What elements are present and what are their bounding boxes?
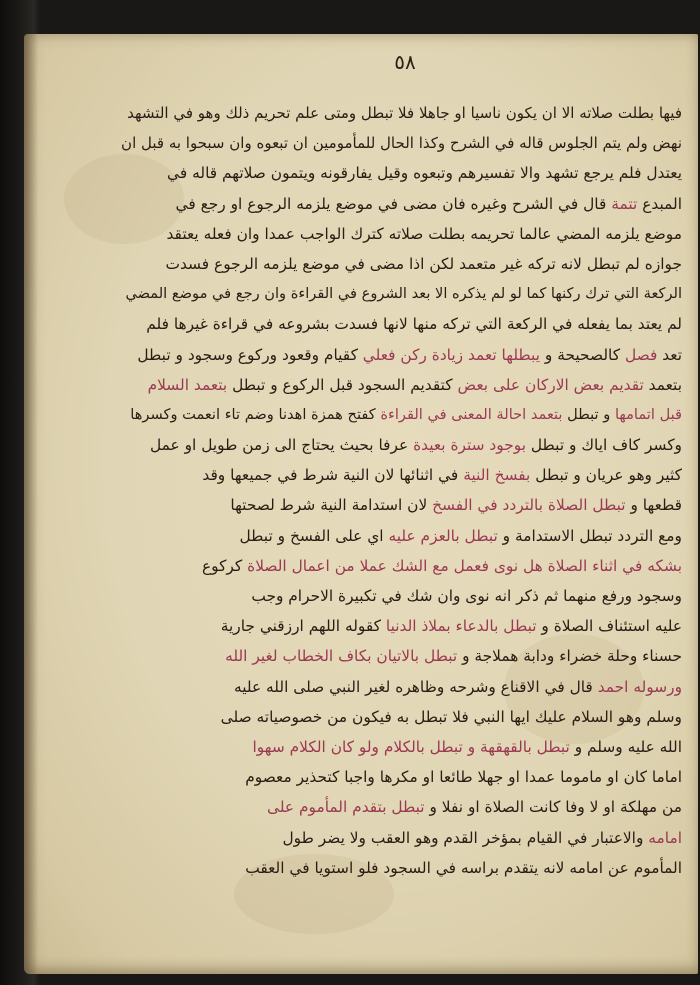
line-text: نهض ولم يتم الجلوس قاله في الشرح وكذا الحال للمأمومين ان تبعوه وان سبحوا به قبل ان — [121, 134, 682, 153]
line-text: لان استدامة النية شرط لصحتها — [230, 496, 433, 515]
text-line — [118, 551, 682, 581]
line-text: من مهلكة او لا وفا كانت الصلاة او نفلا و — [424, 798, 682, 817]
rubric-text: بوجود سترة بعيدة — [413, 436, 526, 455]
text-line — [118, 189, 682, 219]
line-text: الله عليه وسلم و — [569, 737, 682, 756]
line-text: المأموم عن امامه لانه يتقدم براسه في السجود فلو استويا في العقب — [245, 858, 682, 877]
text-line — [118, 611, 682, 641]
text-line — [118, 702, 682, 732]
text-line — [118, 521, 682, 551]
line-text: قال في الشرح وغيره فان مضى في موضع يلزمه الرجوع او رجع في — [175, 194, 612, 213]
line-text: يعتدل فلم يرجع تشهد والا تفسيرهم وتبعوه وقيل يفارقونه ويتمون صلاتهم قاله في — [167, 164, 682, 183]
text-line — [118, 641, 682, 671]
line-text: وسلم وهو السلام عليك ايها النبي فلا تبطل به فيكون من خصوصياته صلى — [220, 707, 682, 726]
text-line — [118, 732, 682, 762]
rubric-text: تبطل بالاتيان بكاف الخطاب لغير الله — [225, 647, 458, 666]
line-text: كتقديم السجود قبل الركوع و تبطل — [227, 375, 458, 394]
line-text: حسناء وحلة خضراء ودابة هملاجة و — [457, 647, 682, 666]
line-text: كفتح همزة اهدنا وضم تاء انعمت وكسرها — [130, 405, 381, 423]
rubric-text: تبطل الصلاة بالتردد في الفسخ — [432, 496, 626, 515]
text-line — [118, 581, 682, 611]
text-line — [118, 158, 682, 188]
line-text: كقيام وقعود وركوع وسجود و تبطل — [137, 345, 363, 364]
line-text: لم يعتد بما يفعله في الركعة التي تركه منها لانها فسدت بشروعه في قراءة غيرها فلم — [146, 315, 682, 334]
rubric-text: يبطلها تعمد زيادة ركن فعلي — [362, 345, 540, 364]
rubric-text: امامه — [648, 828, 682, 847]
line-text: عليه استئناف الصلاة و — [536, 617, 682, 636]
line-text: كثير وهو عريان و تبطل — [530, 466, 682, 485]
folio-number: ٥٨ — [394, 50, 416, 74]
line-text: عرفا بحيث يحتاج الى زمن طويل او عمل — [149, 436, 414, 455]
line-text: موضع يلزمه المضي عالما تحريمه بطلت صلاته كترك الواجب عمدا وان فعله يعتقد — [166, 224, 682, 243]
text-line — [118, 460, 682, 490]
rubric-text: بتعمد السلام — [147, 375, 228, 394]
text-line — [118, 249, 682, 279]
text-line — [118, 823, 682, 853]
text-line — [118, 672, 682, 702]
rubric-text: بشكه في اثناء الصلاة هل نوى فعمل مع الشك عملا من اعمال الصلاة — [247, 556, 682, 575]
rubric-text: تتمة — [611, 194, 638, 213]
line-text: قطعها و — [625, 496, 682, 515]
text-line — [118, 400, 682, 430]
line-text: والاعتبار في القيام بمؤخر القدم وهو العقب ولا يضر طول — [282, 828, 649, 847]
rubric-text: تبطل بتقدم المأموم على — [267, 798, 425, 817]
text-line — [118, 370, 682, 400]
rubric-text: تقديم بعض الاركان على بعض — [457, 375, 644, 394]
text-line — [118, 219, 682, 249]
text-line — [118, 853, 682, 883]
manuscript-text — [118, 98, 682, 883]
rubric-text: تبطل بالقهقهة و تبطل بالكلام ولو كان الكلام سهوا — [252, 737, 570, 756]
line-text: اماما كان او ماموما عمدا او جهلا طائعا او مكرها واجبا كتحذير معصوم — [245, 768, 682, 787]
line-text: وسجود ورفع منهما ثم ذكر انه نوى وان شك في تكبيرة الاحرام وجب — [251, 587, 682, 605]
line-text: كالصحيحة و — [540, 345, 625, 364]
text-line — [118, 792, 682, 822]
line-text: و تبطل — [562, 405, 615, 423]
text-line — [118, 490, 682, 520]
rubric-text: فصل — [624, 345, 658, 364]
line-text: كركوع — [201, 556, 248, 575]
rubric-text: تبطل بالدعاء بملاذ الدنيا — [385, 617, 537, 636]
line-text: تعد — [657, 345, 682, 364]
line-text: بتعمد — [643, 375, 682, 394]
line-text: وكسر كاف اياك و تبطل — [526, 436, 682, 455]
line-text: كقوله اللهم ارزقني جارية — [220, 617, 386, 636]
line-text: اي على الفسخ و تبطل — [239, 526, 389, 545]
rubric-text: تبطل بالعزم عليه — [388, 526, 498, 545]
rubric-text: بتعمد احالة المعنى في القراءة — [380, 405, 563, 423]
text-line — [118, 128, 682, 158]
text-line — [118, 430, 682, 460]
text-line — [118, 98, 682, 128]
line-text: جوازه لم تبطل لانه تركه غير متعمد لكن اذا مضى في موضع يلزمه الرجوع فسدت — [165, 254, 682, 273]
rubric-text: بفسخ النية — [463, 466, 531, 485]
text-line — [118, 340, 682, 370]
line-text: المبدع — [637, 194, 682, 213]
line-text: قال في الاقناع وشرحه وظاهره لغير النبي صلى الله عليه — [233, 677, 598, 696]
line-text: فيها بطلت صلاته الا ان يكون ناسيا او جاهلا فلا تبطل ومتى علم تحريم ذلك وهو في التشهد — [127, 104, 682, 122]
rubric-text: قبل اتمامها — [614, 405, 682, 423]
line-text: في اثنائها لان النية شرط في جميعها وقد — [202, 466, 464, 485]
rubric-text: ورسوله احمد — [597, 677, 682, 696]
text-line — [118, 762, 682, 792]
line-text: الركعة التي ترك ركنها كما لو لم يذكره الا بعد الشروع في القراءة وان رجع في موضع المضي — [125, 285, 682, 303]
line-text: ومع التردد تبطل الاستدامة و — [497, 526, 682, 545]
text-line — [118, 279, 682, 309]
text-line — [118, 309, 682, 339]
